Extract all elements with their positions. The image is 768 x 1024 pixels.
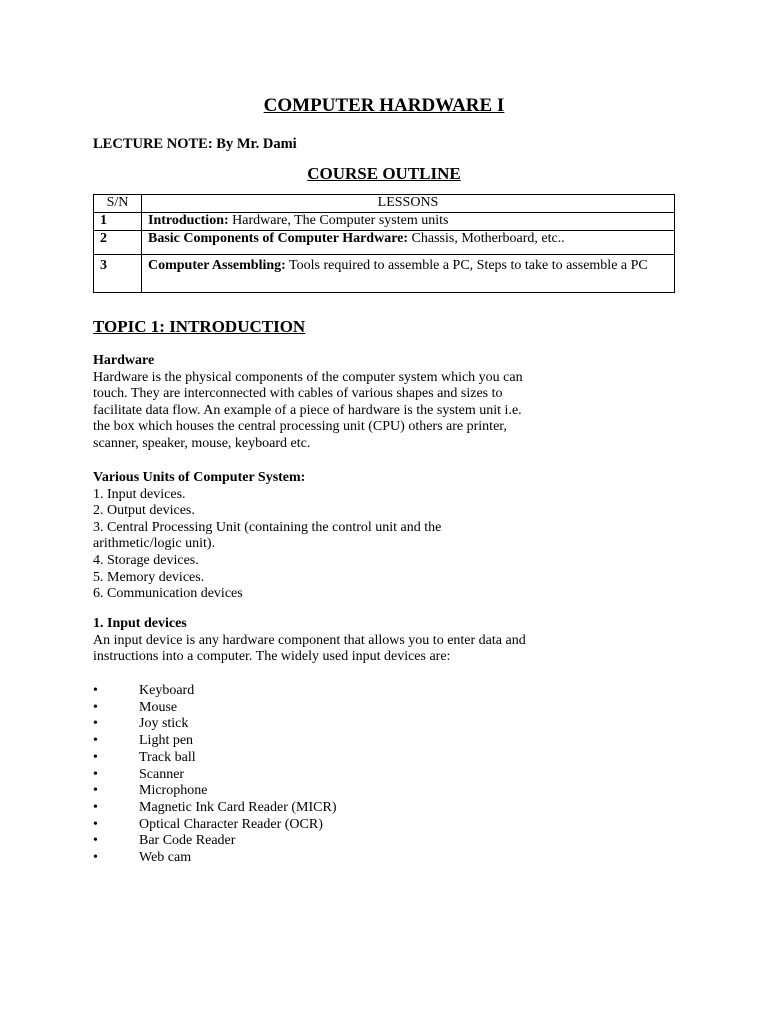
list-item: [93, 817, 337, 834]
bullet-icon: •: [93, 850, 98, 866]
list-item-label: Light pen: [139, 733, 194, 749]
list-item: [93, 767, 337, 784]
table-row: [94, 255, 675, 293]
table-cell-lesson: [142, 231, 675, 255]
paragraph-line: the box which houses the central processing unit (CPU) others are printer,: [93, 419, 507, 435]
list-line: 4. Storage devices.: [93, 552, 199, 568]
lesson-description: Chassis, Motherboard, etc..: [408, 231, 565, 246]
lesson-title: Introduction:: [148, 213, 229, 228]
list-item-label: Microphone: [139, 783, 208, 799]
table-cell-sn: 3: [94, 255, 142, 293]
sn-column-header: S/N: [94, 195, 142, 213]
input-devices-heading: 1. Input devices: [93, 616, 187, 631]
list-item: [93, 850, 337, 867]
course-outline-heading: COURSE OUTLINE: [307, 164, 461, 183]
list-item: [93, 783, 337, 800]
list-item-label: Joy stick: [139, 716, 189, 732]
list-item: [93, 800, 337, 817]
list-item-label: Keyboard: [139, 683, 195, 698]
table-header-row: [94, 195, 675, 213]
table-row: [94, 213, 675, 231]
paragraph-line: touch. They are interconnected with cables of various shapes and sizes to: [93, 386, 503, 402]
bullet-icon: •: [93, 699, 98, 715]
lesson-description: Hardware, The Computer system units: [228, 213, 449, 228]
list-item-label: Web cam: [139, 850, 192, 866]
paragraph-line: instructions into a computer. The widely used input devices are:: [93, 649, 451, 665]
lessons-column-header: LESSONS: [142, 195, 675, 213]
hardware-section: [93, 353, 593, 453]
units-section: [93, 470, 593, 603]
course-outline-table: [93, 194, 675, 293]
bullet-icon: •: [93, 716, 98, 732]
input-devices-section: [93, 616, 593, 666]
list-line: 6. Communication devices: [93, 586, 243, 602]
list-item: [93, 700, 337, 717]
hardware-heading: Hardware: [93, 353, 155, 368]
bullet-icon: •: [93, 683, 98, 698]
list-item: [93, 833, 337, 850]
paragraph-line: scanner, speaker, mouse, keyboard etc.: [93, 435, 311, 451]
bullet-icon: •: [93, 733, 98, 749]
bullet-icon: •: [93, 766, 98, 782]
table-cell-lesson: [142, 213, 675, 231]
list-item-label: Bar Code Reader: [139, 833, 236, 849]
paragraph-line: Hardware is the physical components of the computer system which you can: [93, 369, 523, 385]
bullet-icon: •: [93, 816, 98, 832]
table-cell-lesson: [142, 255, 675, 293]
list-item: [93, 716, 337, 733]
list-item: [93, 683, 337, 700]
list-line: 5. Memory devices.: [93, 569, 205, 585]
bullet-icon: •: [93, 833, 98, 849]
table-row: [94, 231, 675, 255]
list-item-label: Optical Character Reader (OCR): [139, 816, 323, 832]
list-item-label: Scanner: [139, 766, 185, 782]
lecture-note-line: LECTURE NOTE: By Mr. Dami: [93, 136, 297, 152]
bullet-icon: •: [93, 749, 98, 765]
table-cell-sn: 1: [94, 213, 142, 231]
topic-1-heading: TOPIC 1: INTRODUCTION: [93, 317, 306, 336]
list-item-label: Magnetic Ink Card Reader (MICR): [139, 799, 337, 815]
list-item-label: Track ball: [139, 749, 196, 765]
table-cell-sn: 2: [94, 231, 142, 255]
list-item-label: Mouse: [139, 699, 178, 715]
paragraph-line: facilitate data flow. An example of a piece of hardware is the system unit i.e.: [93, 402, 522, 418]
list-line: arithmetic/logic unit).: [93, 536, 216, 552]
list-item: [93, 733, 337, 750]
document-title: COMPUTER HARDWARE I: [263, 95, 505, 116]
list-line: 1. Input devices.: [93, 486, 186, 502]
lesson-title: Computer Assembling:: [148, 258, 286, 273]
lesson-description: Tools required to assemble a PC, Steps to take to assemble a PC: [285, 258, 648, 273]
units-heading: Various Units of Computer System:: [93, 470, 306, 485]
lesson-title: Basic Components of Computer Hardware:: [148, 231, 409, 246]
list-item: [93, 750, 337, 767]
paragraph-line: An input device is any hardware component that allows you to enter data and: [93, 632, 526, 648]
bullet-icon: •: [93, 783, 98, 799]
input-devices-list: [93, 683, 337, 867]
list-line: 2. Output devices.: [93, 503, 195, 519]
list-line: 3. Central Processing Unit (containing the control unit and the: [93, 519, 442, 535]
bullet-icon: •: [93, 799, 98, 815]
